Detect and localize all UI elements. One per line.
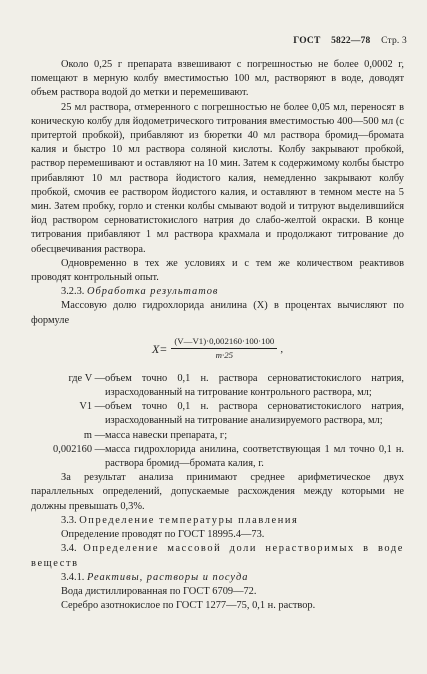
paragraph-formula-intro: Массовую долю гидрохлорида анилина (X) в процентах вычисляют по формуле bbox=[31, 300, 404, 326]
section-title: Определение массовой доли нерастворимых в воде веществ bbox=[31, 543, 404, 569]
section-3-4-heading bbox=[31, 542, 404, 570]
definition-item bbox=[31, 429, 404, 443]
section-number: 3.4.1. bbox=[61, 571, 85, 583]
section-number: 3.2.3. bbox=[61, 286, 85, 298]
section-title: Реактивы, растворы и посуда bbox=[87, 571, 249, 583]
formula-trail: , bbox=[280, 342, 284, 355]
formula-fraction bbox=[171, 336, 277, 361]
formula-denominator: m·25 bbox=[215, 350, 234, 361]
paragraph-result: За результат анализа принимают среднее арифметическое двух параллельных определений, допускаемые расхождения между которыми не должны превышать 0,3%. bbox=[31, 472, 404, 512]
paragraph-sample-prep: Около 0,25 г препарата взвешивают с погрешностью не более 0,0002 г, помещают в мерную колбу вместимостью 100 мл, растворяют в воде, доводят объем раствора водой до метки и перемешивают. bbox=[31, 59, 404, 99]
standard-label: ГОСТ bbox=[293, 36, 321, 46]
section-title: Определение температуры плавления bbox=[79, 514, 299, 526]
definition-text: объем точно 0,1 н. раствора серноватистокислого натрия, израсходованный на титрование анализируемого раствора, мл; bbox=[105, 401, 404, 427]
definition-key: V1 — bbox=[79, 401, 105, 413]
definition-item bbox=[31, 372, 404, 400]
page-header bbox=[285, 36, 407, 46]
reagent-water: Вода дистиллированная по ГОСТ 6709—72. bbox=[61, 585, 257, 597]
section-3-2-3-heading bbox=[31, 285, 404, 299]
section-number: 3.4. bbox=[61, 543, 77, 555]
formula-numerator: (V—V1)·0,002160·100·100 bbox=[171, 336, 277, 349]
section-3-3-heading bbox=[31, 514, 404, 528]
formula-lhs: X= bbox=[151, 341, 168, 356]
page-number: Стр. 3 bbox=[381, 36, 407, 46]
definition-key: 0,002160 — bbox=[53, 443, 105, 455]
definition-text: объем точно 0,1 н. раствора серноватистокислого натрия, израсходованный на титрование контрольного раствора, мл; bbox=[105, 372, 404, 399]
definition-key: m — bbox=[83, 429, 105, 441]
paragraph-melting: Определение проводят по ГОСТ 18995.4—73. bbox=[61, 529, 265, 541]
formula-definitions bbox=[31, 372, 404, 471]
definition-key: где V — bbox=[68, 372, 105, 384]
section-3-4-1-heading bbox=[31, 571, 404, 585]
formula bbox=[31, 330, 404, 368]
standard-number: 5822—78 bbox=[331, 36, 371, 46]
definition-text: масса гидрохлорида анилина, соответствующая 1 мл точно 0,1 н. раствора бромид—бромата калия, г. bbox=[105, 443, 404, 470]
paragraph-control: Одновременно в тех же условиях и с тем же количеством реактивов проводят контрольный опыт. bbox=[31, 257, 404, 284]
paragraph-titration: 25 мл раствора, отмеренного с погрешностью не более 0,05 мл, переносят в коническую колбу для йодометрического титрования вместимостью 400—500 мл (с притертой пробкой), прибавляют из бюретки 40 мл раствора бромид—бромата калия и быстро 10 мл раствора соляной кислоты. Колбу закрывают пробкой, раствор перемешивают и оставляют на 10 мин. Затем к содержимому колбы быстро прибавляют 10 мл раствора йодистого калия, немедленно закрывают колбу пробкой, смочив ее раствором йодистого калия, и оставляют в темном месте на 5 мин. Затем пробку, горло и стенки колбы смывают водой и титруют выделившийся йод раствором серноватистокислого натрия до слабо-желтой окраски. В конце титрования прибавляют 1 мл раствора крахмала и продолжают титрование до обесцвечивания раствора. bbox=[31, 101, 404, 255]
reagent-silver-nitrate: Серебро азотнокислое по ГОСТ 1277—75, 0,1 н. раствор. bbox=[61, 600, 316, 612]
section-title: Обработка результатов bbox=[87, 286, 219, 298]
body-text bbox=[31, 58, 404, 613]
definition-item bbox=[31, 443, 404, 471]
definition-text: масса навески препарата, г; bbox=[105, 429, 228, 441]
definition-item bbox=[31, 400, 404, 428]
section-number: 3.3. bbox=[61, 514, 77, 526]
